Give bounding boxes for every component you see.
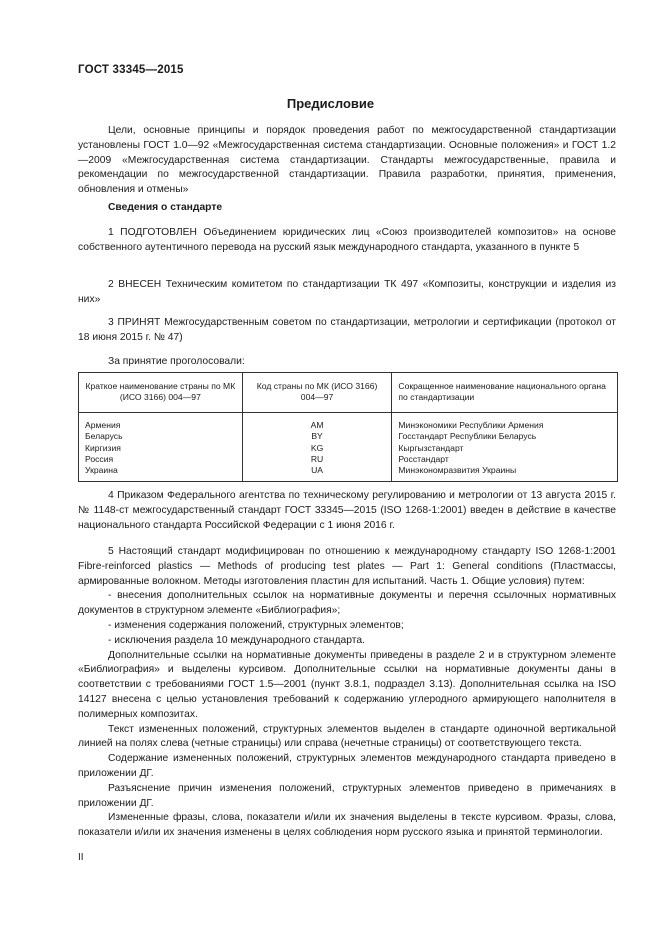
voting-table <box>78 372 618 482</box>
item1-block <box>78 226 616 256</box>
modified-text-paragraph: Текст измененных положений, структурных элементов выделен в стандарте одиночной вертикальной линией на полях слева (четные страницы) или справа (нечетные страницы) от соответствующего текста. <box>78 723 616 750</box>
vote-label: За принятие проголосовали: <box>108 356 245 367</box>
vote-label-block <box>78 355 616 370</box>
authority-cell: Росстандарт <box>392 454 618 465</box>
item-2-paragraph: 2 ВНЕСЕН Техническим комитетом по стандартизации ТК 497 «Композиты, конструкции и изделия из них» <box>78 279 616 305</box>
country-cell: Беларусь <box>79 431 243 442</box>
item-1-paragraph: 1 ПОДГОТОВЛЕН Объединением юридических лиц «Союз производителей композитов» на основе собственного аутентичного перевода на русский язык международного стандарта, указанного в пункте 5 <box>78 227 616 253</box>
column-header-code: Код страны по МК (ИСО 3166) 004—97 <box>242 373 392 413</box>
code-cell: RU <box>242 454 392 465</box>
standard-code-header: ГОСТ 33345—2015 <box>78 64 184 76</box>
table-row <box>79 454 618 465</box>
code-cell: AM <box>242 412 392 431</box>
country-cell: Украина <box>79 465 243 481</box>
code-cell: KG <box>242 443 392 454</box>
intro-block <box>78 124 616 198</box>
additional-references-paragraph: Дополнительные ссылки на нормативные документы приведены в разделе 2 и в структурном элементе «Библиография» и выделены курсивом. Дополнительные ссылки на нормативные документы даны в соответствии с требованиями ГОСТ 1.5—2001 (пункт 3.8.1, подраздел 3.13). Дополнительная ссылка на ISO 14127 внесена с целью установления требований к содержанию углеродного армирующего наполнителя в полимерных композитах. <box>78 649 616 720</box>
table-row <box>79 412 618 431</box>
voting-table-header-row <box>79 373 618 413</box>
authority-cell: Госстандарт Республики Беларусь <box>392 431 618 442</box>
code-cell: BY <box>242 431 392 442</box>
code-cell: UA <box>242 465 392 481</box>
bullet-item: - изменения содержания положений, структурных элементов; <box>108 619 404 631</box>
item-5-paragraph: 5 Настоящий стандарт модифицирован по отношению к международному стандарту ISO 1268-1:2001 Fibre-reinforced plastics — Methods of producing test plates — Part 1: General conditions (Пластмассы, армированные волокном. Методы изготовления пластин для испытаний. Часть 1. Общие условия) путем: <box>78 546 616 587</box>
table-row <box>79 443 618 454</box>
authority-cell: Кыргызстандарт <box>392 443 618 454</box>
modified-content-paragraph: Содержание измененных положений, структурных элементов международного стандарта приведено в приложении ДГ. <box>78 753 616 779</box>
item-4-paragraph: 4 Приказом Федерального агентства по техническому регулированию и метрологии от 13 августа 2015 г. № 1148-ст межгосударственный стандарт ГОСТ 33345—2015 (ISO 1268-1:2001) введен в действие в качестве национального стандарта Российской Федерации с 1 июня 2016 г. <box>78 490 616 531</box>
table-row <box>79 465 618 481</box>
modified-phrases-paragraph: Измененные фразы, слова, показатели и/или их значения выделены в тексте курсивом. Фразы, слова, показатели и/или их значения изменены в целях соблюдения норм русского языка и принятой терминологии. <box>78 812 616 839</box>
authority-cell: Минэкономразвития Украины <box>392 465 618 481</box>
intro-paragraph: Цели, основные принципы и порядок проведения работ по межгосударственной стандартизации установлены ГОСТ 1.0—92 «Межгосударственная система стандартизации. Основные положения» и ГОСТ 1.2—2009 «Межгосударственная система стандартизации. Стандарты межгосударственные, правила и рекомендации по межгосударственной стандартизации. Правила разработки, принятия, применения, обновления и отмены» <box>78 125 616 196</box>
page-title: Предисловие <box>286 96 375 111</box>
item-3-paragraph: 3 ПРИНЯТ Межгосударственным советом по стандартизации, метрологии и сертификации (протокол от 18 июня 2015 г. № 47) <box>78 317 616 343</box>
bullet-item: - внесения дополнительных ссылок на нормативные документы и перечня ссылочных нормативных документов в структурном элементе «Библиография»; <box>78 590 616 617</box>
item4-block <box>78 489 616 533</box>
page-number: II <box>78 852 84 863</box>
country-cell: Армения <box>79 412 243 431</box>
reasons-paragraph: Разъяснение причин изменения положений, структурных элементов приведено в примечаниях в приложении ДГ. <box>78 782 616 809</box>
item5-block <box>78 545 616 841</box>
country-cell: Киргизия <box>79 443 243 454</box>
item3-block <box>78 316 616 346</box>
column-header-country: Краткое наименование страны по МК (ИСО 3166) 004—97 <box>79 373 243 413</box>
country-cell: Россия <box>79 454 243 465</box>
item2-block <box>78 278 616 308</box>
subheading-about-standard: Сведения о стандарте <box>108 202 223 213</box>
column-header-authority: Сокращенное наименование национального органа по стандартизации <box>392 373 618 413</box>
table-row <box>79 431 618 442</box>
authority-cell: Минэкономики Республики Армения <box>392 412 618 431</box>
bullet-item: - исключения раздела 10 международного стандарта. <box>108 634 365 646</box>
